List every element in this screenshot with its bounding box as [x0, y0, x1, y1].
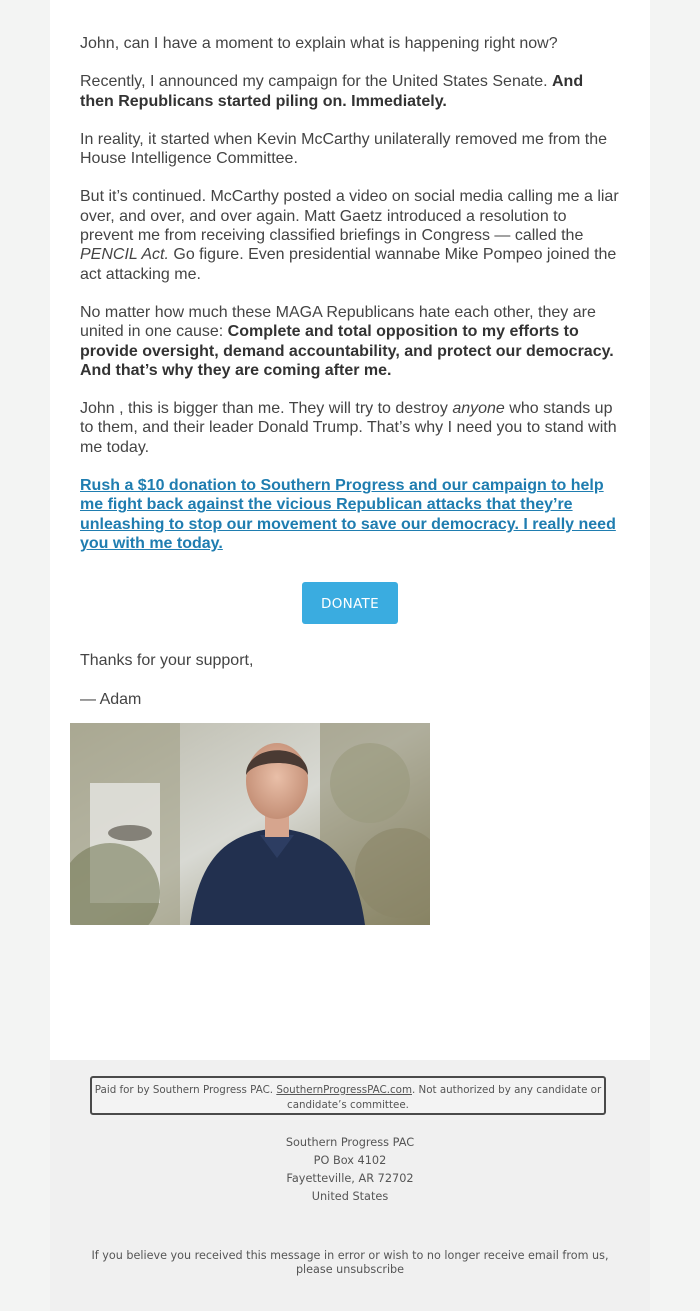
disclaimer-text-end: . Not authorized by any candidate or candidate’s committee.	[287, 1084, 602, 1111]
bigger-text: John , this is bigger than me. They will try to destroy	[80, 400, 448, 418]
continued-text-end: Go figure. Even presidential wannabe Mike Pompeo joined the act attacking me.	[80, 246, 617, 283]
pac-website-link[interactable]: SouthernProgressPAC.com	[276, 1084, 412, 1096]
anyone-italic: anyone	[452, 400, 505, 418]
paragraph-announcement	[80, 72, 620, 111]
address-line: PO Box 4102	[313, 1154, 387, 1167]
maga-text: No matter how much these MAGA Republicans hate each other, they are united in one cause:	[80, 303, 596, 341]
announcement-bold: And then Republicans started piling on. Immediately.	[80, 73, 584, 110]
paid-for-disclaimer	[90, 1076, 606, 1115]
pencil-act-italic: PENCIL Act.	[80, 246, 169, 264]
continued-text: But it’s continued. McCarthy posted a video on social media calling me a liar over, and over, and over again. Matt Gaetz introduced a resolution to prevent me from receiving classified briefings in Congress — called the	[80, 188, 619, 245]
announcement-text: Recently, I announced my campaign for the United States Senate.	[80, 73, 548, 91]
address-line: United States	[311, 1190, 389, 1203]
maga-bold: Complete and total opposition to my efforts to provide oversight, demand accountability, and protect our democracy. And that’s why they are coming after me.	[80, 323, 614, 379]
paragraph-mccarthy	[80, 130, 620, 169]
address-line: Southern Progress PAC	[285, 1136, 415, 1149]
disclaimer-text: Paid for by Southern Progress PAC.	[94, 1084, 274, 1096]
email-card	[50, 0, 650, 1060]
footer	[50, 1060, 650, 1311]
bigger-text-end: who stands up to them, and their leader Donald Trump. That’s why I need you to stand with me today.	[80, 400, 617, 456]
mccarthy-text: In reality, it started when Kevin McCarthy unilaterally removed me from the House Intelligence Committee.	[80, 130, 608, 168]
thanks-text: Thanks for your support,	[80, 652, 254, 670]
donate-button[interactable]: DONATE	[302, 582, 398, 624]
donation-link[interactable]: Rush a $10 donation to Southern Progress and our campaign to help me fight back against the vicious Republican attacks that they’re unleashing to stop our movement to save our democracy. I really need you with me today.	[80, 477, 616, 552]
candidate-photo	[70, 723, 430, 925]
signoff-text: — Adam	[80, 690, 142, 708]
paragraph-greeting	[80, 34, 620, 53]
unsubscribe-notice[interactable]: If you believe you received this message in error or wish to no longer receive email from us, please unsubscribe	[91, 1249, 609, 1276]
greeting-text: John, can I have a moment to explain what is happening right now?	[80, 35, 558, 52]
donate-wrap	[80, 582, 620, 624]
address-line: Fayetteville, AR 72702	[286, 1172, 414, 1185]
email-body	[80, 34, 620, 728]
paragraph-bigger	[80, 399, 620, 457]
paragraph-maga	[80, 303, 620, 380]
mailing-address	[50, 1134, 650, 1206]
paragraph-continued	[80, 187, 620, 283]
